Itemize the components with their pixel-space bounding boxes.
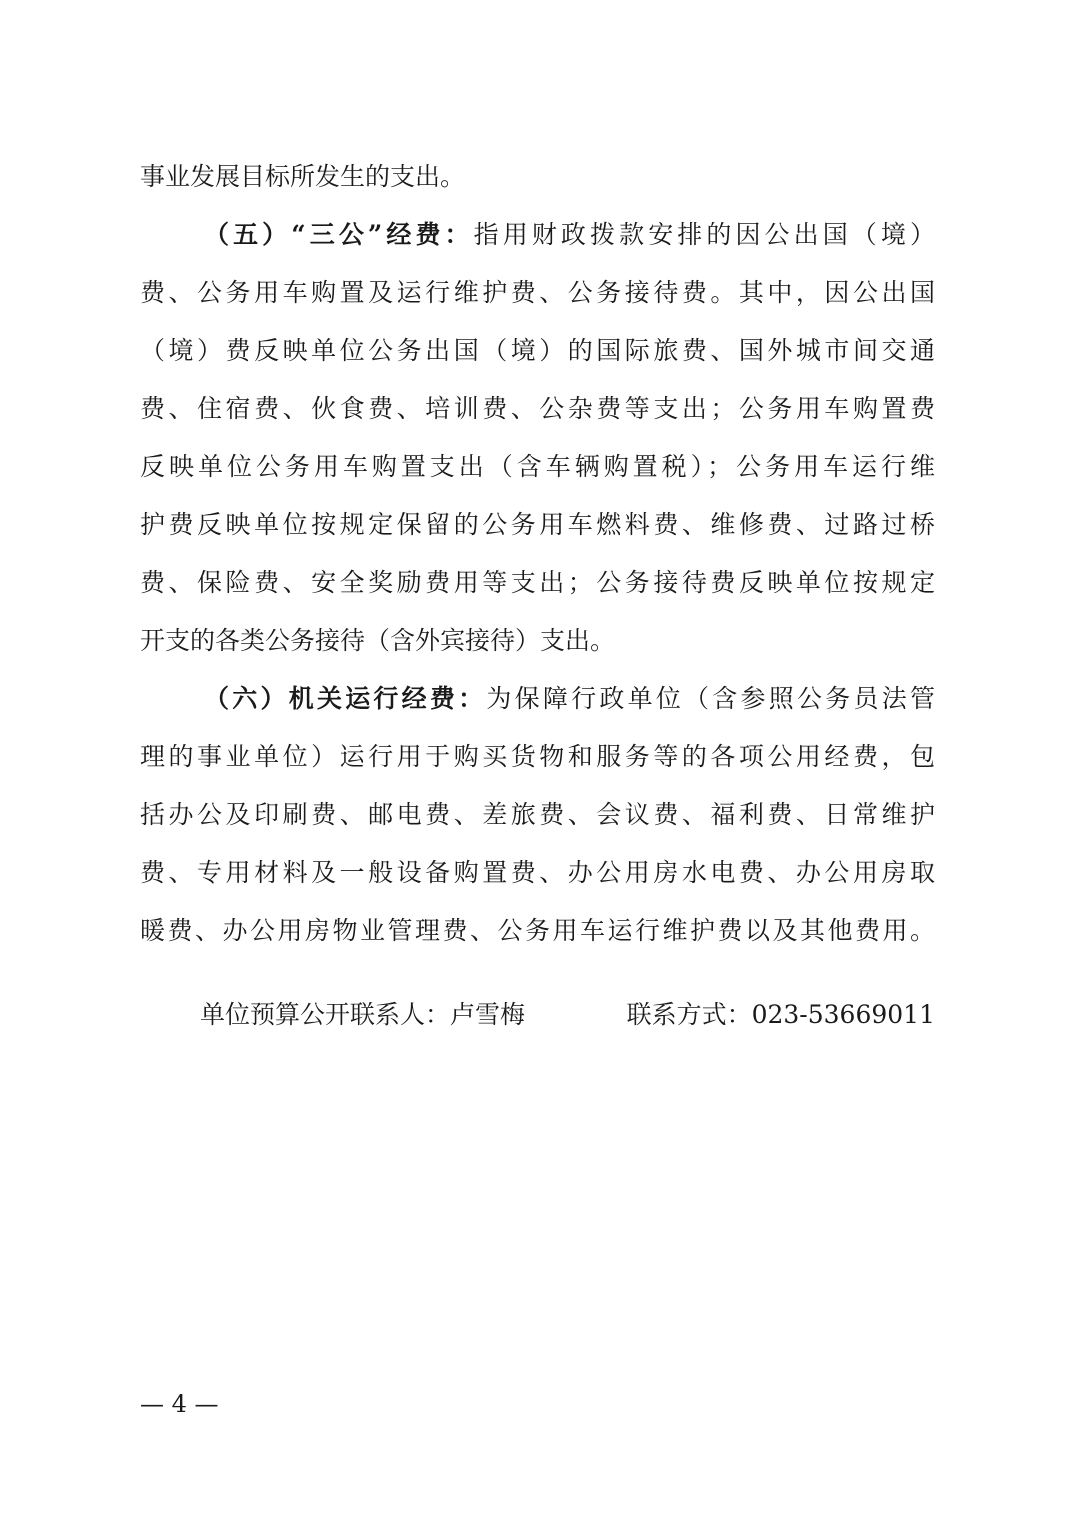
- paragraph-line: 理的事业单位）运行用于购买货物和服务等的各项公用经费，包: [140, 742, 935, 771]
- paragraph-line: （境）费反映单位公务出国（境）的国际旅费、国外城市间交通: [140, 336, 935, 365]
- paragraph-line: 费、公务用车购置及运行维护费、公务接待费。其中，因公出国: [140, 278, 935, 307]
- contact-person: [200, 1000, 525, 1029]
- contact-person-name: 卢雪梅: [450, 1000, 526, 1029]
- paragraph-text: 为保障行政单位（含参照公务员法管: [486, 684, 935, 713]
- paragraph-six-first-line: [140, 670, 935, 728]
- section-heading-five: （五）“三公”经费：: [204, 220, 474, 249]
- paragraph-line: 反映单位公务用车购置支出（含车辆购置税）；公务用车运行维: [140, 452, 935, 481]
- contact-info: [200, 990, 935, 1040]
- paragraph-line: 事业发展目标所发生的支出。: [140, 162, 466, 191]
- paragraph-line: 护费反映单位按规定保留的公务用车燃料费、维修费、过路过桥: [140, 510, 935, 539]
- paragraph-five-first-line: [140, 206, 935, 264]
- document-body: [140, 148, 935, 960]
- section-heading-six: （六）机关运行经费：: [204, 684, 487, 713]
- paragraph-line: 括办公及印刷费、邮电费、差旅费、会议费、福利费、日常维护: [140, 800, 935, 829]
- paragraph-line: 费、专用材料及一般设备购置费、办公用房水电费、办公用房取: [140, 858, 935, 887]
- contact-method-label: 联系方式：: [626, 1000, 752, 1029]
- contact-phone: 023-53669011: [751, 1000, 935, 1029]
- paragraph-line: 费、住宿费、伙食费、培训费、公杂费等支出；公务用车购置费: [140, 394, 935, 423]
- paragraph-line: 开支的各类公务接待（含外宾接待）支出。: [140, 626, 616, 655]
- paragraph-line: 费、保险费、安全奖励费用等支出；公务接待费反映单位按规定: [140, 568, 935, 597]
- page-number: — 4 —: [140, 1390, 219, 1418]
- contact-method: [627, 990, 935, 1040]
- contact-person-label: 单位预算公开联系人：: [200, 1000, 451, 1029]
- paragraph-text: 指用财政拨款安排的因公出国（境）: [473, 220, 935, 249]
- paragraph-line: 暖费、办公用房物业管理费、公务用车运行维护费以及其他费用。: [140, 916, 935, 945]
